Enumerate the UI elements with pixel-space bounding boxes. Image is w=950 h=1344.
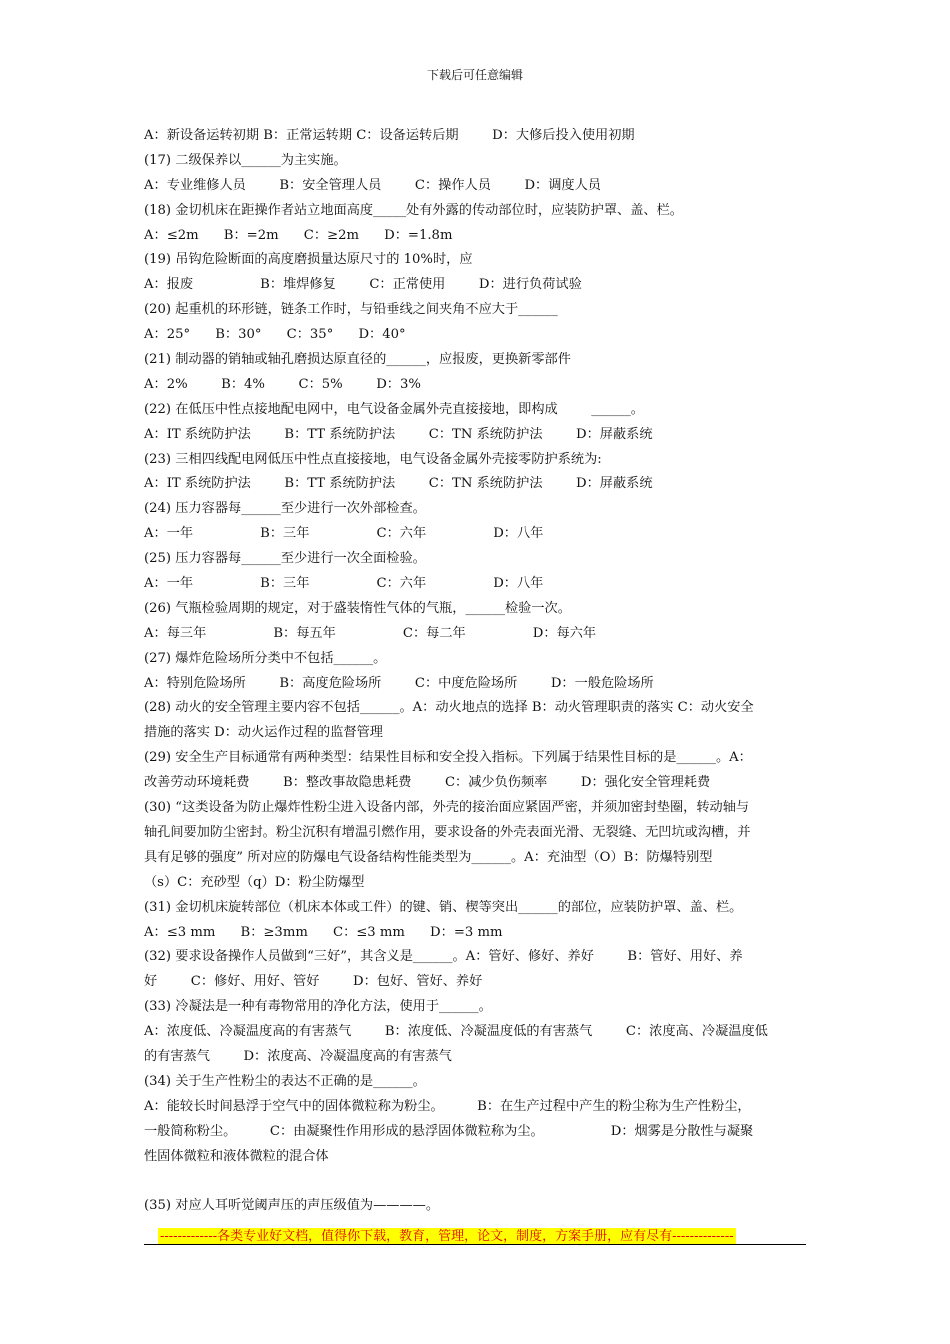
text-line: A：2% B：4% C：5% D：3% — [144, 376, 421, 392]
text-line: (25) 压力容器每______至少进行一次全面检验。 — [144, 551, 426, 567]
text-line: (24) 压力容器每______至少进行一次外部检查。 — [144, 501, 426, 517]
text-line: A：报废 B：堆焊修复 C：正常使用 D：进行负荷试验 — [144, 277, 582, 293]
footer-banner: -------------各类专业好文档，值得你下载，教育，管理，论文，制度，方案手册，应有尽有-------------- — [160, 1229, 734, 1244]
text-line: (22) 在低压中性点接地配电网中，电气设备金属外壳直接接地，即构成 ______。 — [144, 401, 644, 417]
text-line: A：浓度低、冷凝温度高的有害蒸气 B：浓度低、冷凝温度低的有害蒸气 C：浓度高、冷凝温度低 — [144, 1024, 768, 1040]
text-line: A：每三年 B：每五年 C：每二年 D：每六年 — [144, 625, 597, 641]
text-line: A：专业维修人员 B：安全管理人员 C：操作人员 D：调度人员 — [144, 177, 601, 193]
text-line: A：特别危险场所 B：高度危险场所 C：中度危险场所 D：一般危险场所 — [144, 675, 654, 691]
text-line: (31) 金切机床旋转部位（机床本体或工件）的键、销、楔等突出______的部位，应装防护罩、盖、栏。 — [144, 899, 743, 915]
text-line: 措施的落实 D：动火运作过程的监督管理 — [144, 725, 383, 741]
text-line: A：≤2m B：=2m C：≥2m D：=1.8m — [144, 227, 453, 243]
text-line: (19) 吊钩危险断面的高度磨损量达原尺寸的 10%时，应 — [144, 252, 473, 268]
paragraph-gap — [144, 1169, 814, 1194]
text-line: (23) 三相四线配电网低压中性点直接接地，电气设备金属外壳接零防护系统为: — [144, 451, 602, 467]
text-line: (30) “这类设备为防止爆炸性粉尘进入设备内部，外壳的接治面应紧固严密，并须加密封垫圈，转动轴与 — [144, 800, 750, 816]
text-line: 具有足够的强度” 所对应的防爆电气设备结构性能类型为______。A：充油型（O）B：防爆特别型 — [144, 849, 713, 865]
text-line: (29) 安全生产目标通常有两种类型：结果性目标和安全投入指标。下列属于结果性目标的是______。A： — [144, 750, 752, 766]
text-line: (28) 动火的安全管理主要内容不包括______。A：动火地点的选择 B：动火管理职责的落实 C：动火安全 — [144, 700, 754, 716]
text-line: A：IT 系统防护法 B：TT 系统防护法 C：TN 系统防护法 D：屏蔽系统 — [144, 426, 653, 442]
page-header: 下载后可任意编辑 — [426, 68, 523, 82]
page-footer — [144, 1225, 806, 1245]
text-line: 轴孔间要加防尘密封。粉尘沉积有增温引燃作用，要求设备的外壳表面光滑、无裂缝、无凹坑或沟槽，并 — [144, 824, 751, 840]
text-line: 一般简称粉尘。 C：由凝聚性作用形成的悬浮固体微粒称为尘。 D：烟雾是分散性与凝聚 — [144, 1123, 754, 1139]
text-line: (27) 爆炸危险场所分类中不包括______。 — [144, 650, 387, 666]
document-body — [144, 124, 814, 1219]
text-line: 性固体微粒和液体微粒的混合体 — [144, 1148, 329, 1164]
text-line: (18) 金切机床在距操作者站立地面高度_____处有外露的传动部位时，应装防护罩、盖、栏。 — [144, 202, 683, 218]
text-line: （s）C：充砂型（q）D：粉尘防爆型 — [144, 874, 365, 890]
text-line: A：新设备运转初期 B：正常运转期 C：设备运转后期 D：大修后投入使用初期 — [144, 128, 635, 143]
text-line: 好 C：修好、用好、管好 D：包好、管好、养好 — [144, 974, 483, 990]
text-line: A：能较长时间悬浮于空气中的固体微粒称为粉尘。 B：在生产过程中产生的粉尘称为生产性粉尘， — [144, 1098, 751, 1114]
footer-divider — [144, 1244, 806, 1245]
text-line: A：一年 B：三年 C：六年 D：八年 — [144, 526, 544, 542]
text-line: (34) 关于生产性粉尘的表达不正确的是______。 — [144, 1073, 426, 1089]
text-line: (17) 二级保养以______为主实施。 — [144, 152, 347, 168]
text-line: 的有害蒸气 D：浓度高、冷凝温度高的有害蒸气 — [144, 1048, 452, 1064]
text-line: 改善劳动环境耗费 B：整改事故隐患耗费 C：减少负伤频率 D：强化安全管理耗费 — [144, 775, 711, 791]
text-line: (32) 要求设备操作人员做到“三好”，其含义是______。A：管好、修好、养好 B：管好、用好、养 — [144, 949, 743, 965]
text-line: (20) 起重机的环形链，链条工作时，与铅垂线之间夹角不应大于______ — [144, 302, 558, 318]
text-line: (35) 对应人耳听觉阈声压的声压级值为————。 — [144, 1198, 440, 1214]
text-line: A：25° B：30° C：35° D：40° — [144, 327, 406, 343]
text-line: A：一年 B：三年 C：六年 D：八年 — [144, 576, 544, 592]
text-line: (21) 制动器的销轴或轴孔磨损达原直径的______，应报废，更换新零部件 — [144, 352, 571, 368]
text-line: A：≤3 mm B：≥3mm C：≤3 mm D：=3 mm — [144, 924, 503, 940]
text-line: (33) 冷凝法是一种有毒物常用的净化方法，使用于______。 — [144, 999, 492, 1015]
text-line: (26) 气瓶检验周期的规定，对于盛装惰性气体的气瓶，______检验一次。 — [144, 600, 571, 616]
text-line: A：IT 系统防护法 B：TT 系统防护法 C：TN 系统防护法 D：屏蔽系统 — [144, 476, 653, 492]
